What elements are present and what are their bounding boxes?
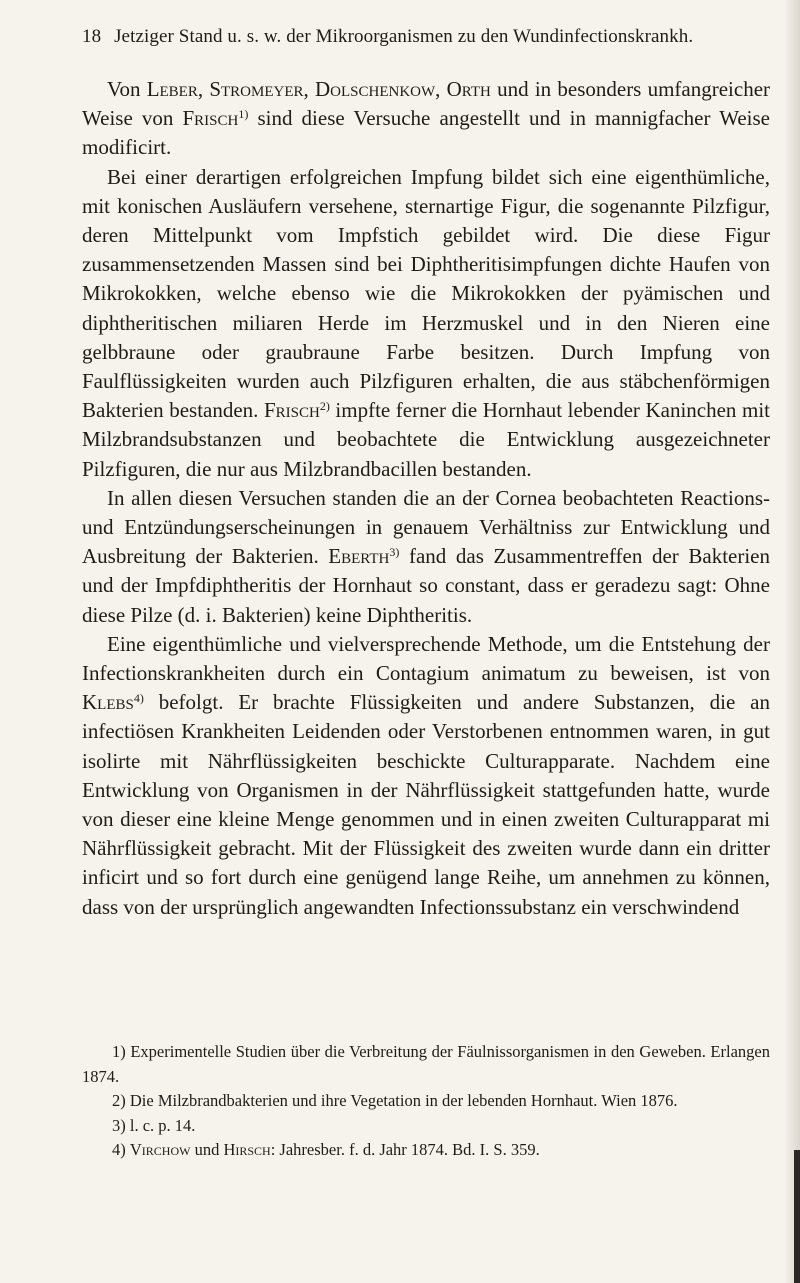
page-edge-dark [794,1150,800,1283]
page-number: 18 [82,26,102,47]
text-run: 1) Experimentelle Studien über die Verbreitung der Fäulnissorganismen in den Geweben. Erlangen 1874. [82,1042,770,1086]
footnote-ref: 2) [319,399,330,414]
footnote-ref: 3) [389,545,400,560]
author-name: Frisch [182,106,239,131]
text-run: , [197,77,210,101]
text-run: und [190,1140,224,1159]
paragraph [82,484,770,630]
running-head [82,26,772,48]
author-name: Virchow [129,1140,191,1159]
footnote [82,1114,770,1139]
text-run: Von [107,77,147,101]
text-run: impfte ferner die Hornhaut lebender Kaninchen mit Milzbrandsubstanzen und beobachtete die Entwicklung ausgezeichneter Pilzfiguren, die nur aus Milzbrandbacillen bestanden. [82,398,770,481]
text-run: fand das Zusammentreffen der Bakterien und der Impfdiphtheritis der Hornhaut so constant, dass er geradezu sagt: Ohne diese Pilze (d. i. Bakterien) keine Diphtheritis. [82,544,770,627]
author-name: Klebs [82,690,134,715]
text-run: 2) Die Milzbrandbakterien und ihre Vegetation in der lebenden Hornhaut. Wien 1876. [112,1091,678,1110]
text-run: : Jahresber. f. d. Jahr 1874. Bd. I. S. 359. [270,1140,540,1159]
footnote [82,1138,770,1163]
paragraph [82,75,770,163]
author-name: Eberth [328,544,390,569]
text-run: 3) l. c. p. 14. [112,1115,196,1135]
footnote-ref: 1) [238,107,249,122]
paragraph [82,630,770,922]
text-run: In allen diesen Versuchen standen die an der Cornea beobachteten Reactions- und Entzündungserscheinungen in genauem Verhältniss zur Entwicklung und Ausbreitung der Bakterien. [82,485,770,569]
text-run: Bei einer derartigen erfolgreichen Impfung bildet sich eine eigenthümliche, mit konischen Ausläufern versehene, sternartige Figur, die sogenannte Pilzfigur, deren Mittelpunkt vom Impfstich gebildet wird. Die diese Figur zusammensetzenden Massen sind bei Diphtheritisimpfungen dichte Haufen von Mikrokokken, welche ebenso wie die Mikrokokken der pyämischen und diphtheritischen miliaren Herde im Herzmuskel und in den Nieren eine gelbbraune oder graubraune Farbe besitzen. Durch Impfung von Faulflüssigkeiten wurden auch Pilzfiguren erhalten, die aus stäbchenförmigen Bakterien bestanden. [82,164,770,423]
running-title: Jetziger Stand u. s. w. der Mikroorganismen zu den Wundinfectionskrankh. [114,26,694,47]
footnotes [82,1040,770,1163]
text-run: 4) [112,1140,130,1159]
author-name: Hirsch [223,1140,271,1159]
footnote [82,1040,770,1089]
text-run: sind diese Versuche angestellt und in mannigfacher Weise modificirt. [82,106,770,160]
body-text [82,75,770,922]
paragraph [82,163,770,484]
author-name: Dolschenkow [314,77,436,101]
text-run: , [303,77,315,101]
author-name: Stromeyer [209,77,304,101]
author-name: Frisch [264,398,320,423]
footnote-ref: 4) [133,691,144,706]
author-name: Orth [446,77,491,101]
text-run: und in besonders umfangreicher Weise von [82,77,771,131]
page-edge-shadow [784,0,800,1283]
text-run: befolgt. Er brachte Flüssigkeiten und andere Substanzen, die an infectiösen Krankheiten Leidenden oder Verstorbenen entnommen waren, in gut isolirte mit Nährflüssigkeiten beschickte Culturapparate. Nachdem eine Entwicklung von Organismen in der Nährflüssigkeit stattgefunden hatte, wurde von dieser eine kleine Menge genommen und in einen zweiten Culturapparat mi Nährflüssigkeit gebracht. Mit der Flüssigkeit des zweiten wurde dann ein dritter inficirt und so fort durch eine genügend lange Reihe, um annehmen zu können, dass von der ursprünglich angewandten Infectionssubstanz ein verschwindend [82,690,770,919]
author-name: Leber [146,77,198,101]
text-run: Eine eigenthümliche und vielversprechende Methode, um die Entstehung der Infectionskrankheiten durch ein Contagium animatum zu beweisen, ist von [82,631,770,686]
footnote [82,1089,770,1114]
text-run: , [435,77,447,101]
